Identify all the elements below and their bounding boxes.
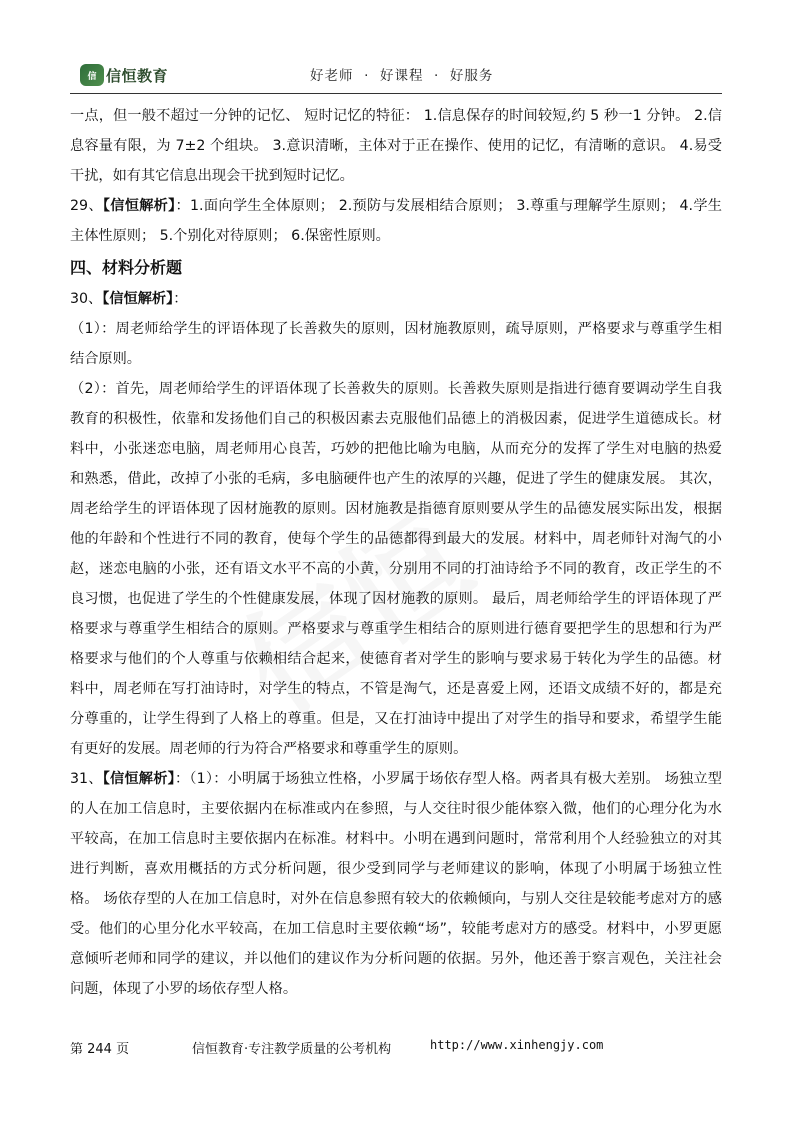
analysis-tag: 【信恒解析】 xyxy=(102,771,175,787)
item-text: ：1.面向学生全体原则； 2.预防与发展相结合原则； 3.尊重与理解学生原则； 4.学生主体性原则； 5.个别化对待原则； 6.保密性原则。 xyxy=(70,198,722,244)
item-number: 31、 xyxy=(70,771,103,787)
brand-logo xyxy=(80,62,168,88)
page-number: 第 244 页 xyxy=(70,1042,130,1057)
section-heading: 四、材料分析题 xyxy=(70,258,183,277)
header-slogan: 好老师 · 好课程 · 好服务 xyxy=(310,68,494,84)
header-divider xyxy=(70,93,722,94)
answer-item-31 xyxy=(70,764,722,1004)
item-text: ： xyxy=(173,291,188,307)
footer-org: 信恒教育·专注教学质量的公考机构 xyxy=(192,1042,392,1057)
analysis-tag: 【信恒解析】 xyxy=(102,291,174,307)
analysis-tag: 【信恒解析】 xyxy=(102,198,176,214)
paragraph: （2）：首先，周老师给学生的评语体现了长善救失的原则。长善救失原则是指进行德育要调动学生自我教育的积极性，依靠和发扬他们自己的积极因素去克服他们品德上的消极因素，促进学生道德成长。材料中，小张迷恋电脑，周老师用心良苦，巧妙的把他比喻为电脑，从而充分的发挥了学生对电脑的热爱和熟悉，借此，改掉了小张的毛病，多电脑硬件也产生的浓厚的兴趣，促进了学生的健康发展。 其次，周老给学生的评语体现了因材施教的原则。因材施教是指德育原则要从学生的品德发展实际出发，根据他的年龄和个性进行不同的教育，使每个学生的品德都得到最大的发展。材料中，周老师针对淘气的小赵，迷恋电脑的小张，还有语文水平不高的小黄，分别用不同的打油诗给予不同的教育，改正学生的不良习惯，也促进了学生的个性健康发展，体现了因材施教的原则。 最后，周老师给学生的评语体现了严格要求与尊重学生相结合的原则。严格要求与尊重学生相结合的原则进行德育要把学生的思想和行为严格要求与他们的个人尊重与依赖相结合起来，使德育者对学生的影响与要求易于转化为学生的品德。材料中，周老师在写打油诗时，对学生的特点，不管是淘气，还是喜爱上网，还语文成绩不好的，都是充分尊重的，让学生得到了人格上的尊重。但是，又在打油诗中提出了对学生的指导和要求，希望学生能有更好的发展。周老师的行为符合严格要求和尊重学生的原则。 xyxy=(70,381,722,757)
paragraph: （1）：周老师给学生的评语体现了长善救失的原则，因材施教原则，疏导原则，严格要求与尊重学生相结合原则。 xyxy=(70,321,722,367)
logo-icon: 信 xyxy=(80,64,104,86)
answer-item-29 xyxy=(70,191,722,251)
document-body xyxy=(70,101,722,1004)
item-number: 30、 xyxy=(70,291,103,307)
footer-url: http://www.xinhengjy.com xyxy=(430,1038,604,1052)
page-footer xyxy=(70,1038,722,1098)
logo-text: 信恒教育 xyxy=(106,66,169,85)
page-header xyxy=(70,60,722,96)
paragraph: 一点，但一般不超过一分钟的记忆、 短时记忆的特征： 1.信息保存的时间较短,约 5 秒一1 分钟。 2.信息容量有限，为 7±2 个组块。 3.意识清晰，主体对于正在操作、使用的记忆，有清晰的意识。 4.易受干扰，如有其它信息出现会干扰到短时记忆。 xyxy=(70,108,722,184)
answer-item-30 xyxy=(70,284,722,314)
item-text: ：（1）：小明属于场独立性格，小罗属于场依存型人格。两者具有极大差别。 场独立型的人在加工信息时，主要依据内在标准或内在参照，与人交往时很少能体察入微，他们的心理分化为水平较高，在加工信息时主要依据内在标准。材料中。小明在遇到问题时，常常利用个人经验独立的对其进行判断，喜欢用概括的方式分析问题，很少受到同学与老师建议的影响，体现了小明属于场独立性格。 场依存型的人在加工信息时，对外在信息参照有较大的依赖倾向，与别人交往是较能考虑对方的感受。他们的心里分化水平较高，在加工信息时主要依赖“场”，较能考虑对方的感受。材料中，小罗更愿意倾听老师和同学的建议，并以他们的建议作为分析问题的依据。另外，他还善于察言观色，关注社会问题，体现了小罗的场依存型人格。 xyxy=(70,771,722,997)
item-number: 29、 xyxy=(70,198,103,214)
